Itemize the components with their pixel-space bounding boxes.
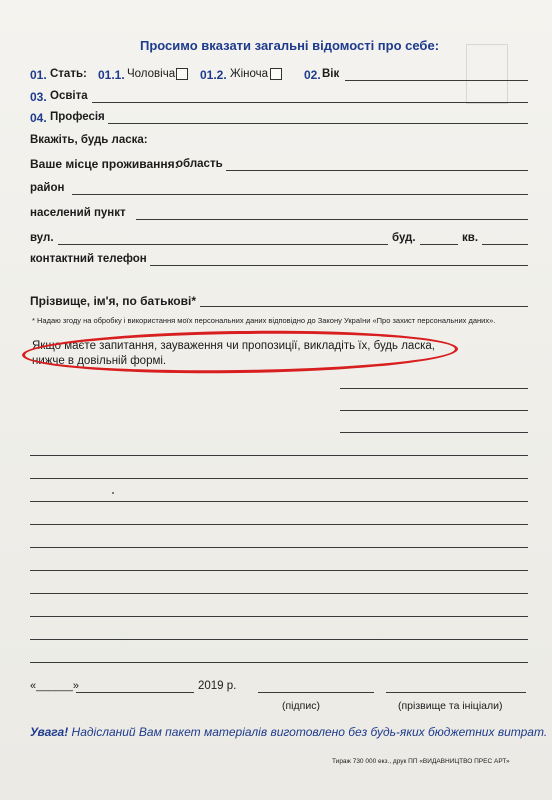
education-label: Освіта: [50, 90, 88, 102]
locality-label: населений пункт: [30, 207, 126, 219]
answer-line[interactable]: [30, 639, 528, 640]
region-label: область: [176, 158, 223, 170]
district-label: район: [30, 182, 65, 194]
questions-prompt-line2: нижче в довільній формі.: [32, 355, 167, 367]
red-highlight-oval: [22, 328, 459, 376]
answer-line[interactable]: [30, 524, 528, 525]
answer-line[interactable]: [30, 478, 528, 479]
year-label: 2019 р.: [198, 680, 237, 692]
answer-line[interactable]: [340, 410, 528, 411]
name-initials-field[interactable]: [386, 692, 526, 693]
answer-line[interactable]: [30, 662, 528, 663]
male-number: 01.1.: [98, 68, 125, 82]
answer-line[interactable]: [340, 388, 528, 389]
profession-field[interactable]: [108, 123, 528, 124]
street-field[interactable]: [58, 244, 388, 245]
phone-label: контактний телефон: [30, 253, 147, 265]
region-field[interactable]: [226, 170, 528, 171]
street-label: вул.: [30, 232, 54, 244]
phone-field[interactable]: [150, 265, 528, 266]
age-number: 02.: [304, 68, 321, 82]
age-field[interactable]: [345, 80, 528, 81]
signature-caption: (підпис): [282, 700, 320, 712]
male-checkbox[interactable]: [176, 68, 188, 80]
district-field[interactable]: [72, 194, 528, 195]
education-number: 03.: [30, 90, 47, 104]
locality-field[interactable]: [136, 219, 528, 220]
answer-line[interactable]: [30, 547, 528, 548]
budget-warning: [30, 723, 547, 741]
female-number: 01.2.: [200, 68, 227, 82]
profession-number: 04.: [30, 111, 47, 125]
answer-line[interactable]: [30, 570, 528, 571]
answer-line[interactable]: [30, 593, 528, 594]
trident-emblem-bleed: [466, 44, 508, 104]
apt-label: кв.: [462, 232, 479, 244]
house-field[interactable]: [420, 244, 458, 245]
male-label: Чоловіча: [127, 68, 176, 80]
education-field[interactable]: [92, 102, 528, 103]
profession-label: Професія: [50, 111, 105, 123]
residence-label: Ваше місце проживання:: [30, 157, 179, 171]
date-day-field[interactable]: «______»: [30, 680, 79, 692]
questions-prompt-line1: Якщо маєте запитання, зауваження чи пропозиції, викладіть їх, будь ласка,: [32, 340, 435, 352]
please-specify-label: Вкажіть, будь ласка:: [30, 134, 148, 146]
answer-line[interactable]: [340, 432, 528, 433]
name-initials-caption: (прізвище та ініціали): [398, 700, 503, 712]
fullname-field[interactable]: [200, 306, 528, 307]
signature-field[interactable]: [258, 692, 374, 693]
female-checkbox[interactable]: [270, 68, 282, 80]
house-label: буд.: [392, 232, 416, 244]
warning-emphasis: Увага!: [30, 725, 69, 739]
answer-line[interactable]: [30, 501, 528, 502]
consent-note: * Надаю згоду на обробку і використання моїх персональних даних відповідно до Закону України «Про захист персональних даних».: [32, 316, 496, 325]
print-info: Тираж 730 000 екз., друк ПП «ВИДАВНИЦТВО ПРЕС АРТ»: [332, 758, 510, 765]
warning-text: Надісланий Вам пакет матеріалів виготовлено без будь-яких бюджетних витрат.: [68, 725, 548, 739]
age-label: Вік: [322, 68, 340, 80]
answer-line[interactable]: [30, 455, 528, 456]
gender-label: Стать:: [50, 68, 87, 80]
gender-number: 01.: [30, 68, 47, 82]
fullname-label: Прізвище, ім'я, по батькові*: [30, 294, 197, 308]
date-month-field[interactable]: [76, 692, 194, 693]
female-label: Жіноча: [230, 68, 269, 80]
form-title: Просимо вказати загальні відомості про себе:: [140, 38, 440, 53]
ink-dot: [112, 492, 114, 494]
apt-field[interactable]: [482, 244, 528, 245]
answer-line[interactable]: [30, 616, 528, 617]
